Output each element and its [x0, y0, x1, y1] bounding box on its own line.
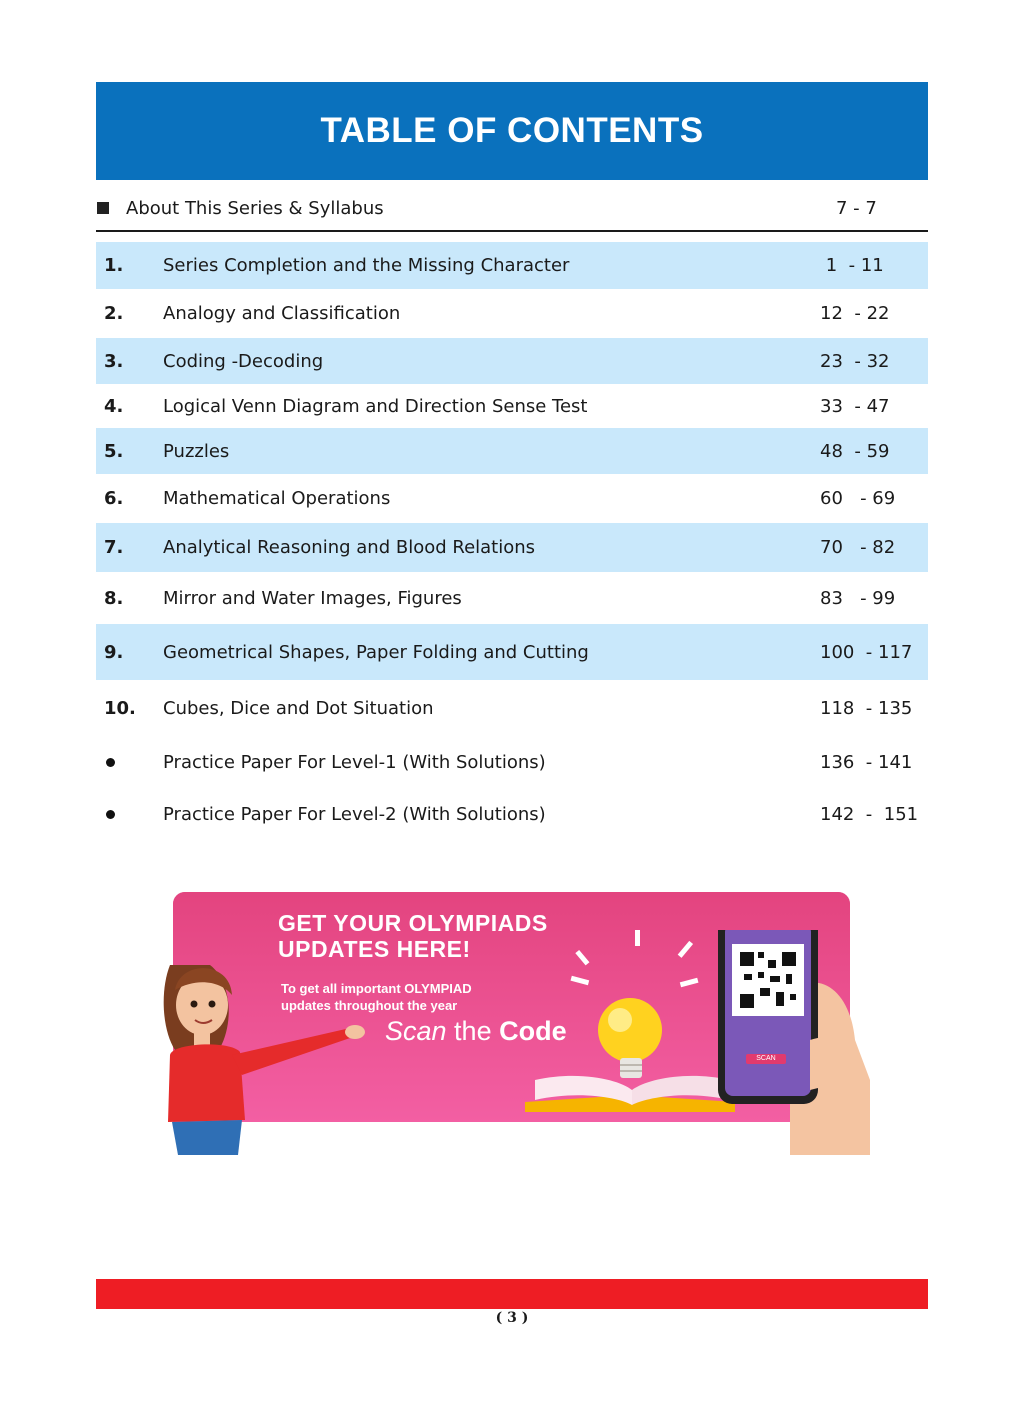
banner-heading: [278, 910, 548, 962]
chapter-title: Cubes, Dice and Dot Situation: [163, 697, 434, 719]
bullet-icon: [106, 810, 115, 819]
scan-word: Scan: [385, 1016, 447, 1046]
toc-row: [96, 428, 928, 474]
banner-subtitle: [281, 980, 472, 1014]
chapter-pages: 60 - 69: [820, 488, 896, 509]
toc-row: [96, 680, 928, 736]
phone-icon: [718, 930, 870, 1155]
chapter-title: Mirror and Water Images, Figures: [163, 587, 462, 609]
chapter-number: 2.: [104, 303, 124, 324]
chapter-number: 5.: [104, 440, 124, 462]
scan-button[interactable]: SCAN: [756, 1055, 776, 1062]
about-title: About This Series & Syllabus: [126, 197, 384, 219]
toc-row: [96, 624, 928, 680]
toc-row: [96, 736, 928, 788]
chapter-title: Puzzles: [163, 440, 230, 462]
open-book-icon: [525, 1076, 735, 1112]
toc-header: [96, 82, 928, 180]
about-pages: 7 - 7: [836, 197, 877, 219]
page-number: ( 3 ): [495, 1310, 529, 1326]
chapter-pages: 12 - 22: [820, 303, 890, 324]
chapter-pages: 100 - 117: [820, 641, 913, 663]
toc-row: [96, 523, 928, 572]
chapter-title: Geometrical Shapes, Paper Folding and Cutting: [163, 641, 589, 663]
the-word: the: [446, 1016, 500, 1046]
chapter-number: 10.: [104, 697, 136, 719]
chapter-pages: 1 - 11: [820, 255, 884, 276]
toc-row: [96, 788, 928, 840]
toc-row: [96, 572, 928, 624]
toc-row: [96, 338, 928, 384]
chapter-pages: 70 - 82: [820, 537, 896, 558]
chapter-number: 4.: [104, 395, 124, 417]
chapter-number: 8.: [104, 587, 124, 609]
practice-pages: 142 - 151: [820, 803, 919, 825]
banner-subtitle-line2: updates throughout the year: [281, 998, 458, 1013]
banner-heading-line2: UPDATES HERE!: [278, 936, 471, 962]
toc-row: [96, 242, 928, 289]
chapter-number: 7.: [104, 537, 124, 558]
chapter-title: Mathematical Operations: [163, 488, 391, 509]
chapter-title: Series Completion and the Missing Character: [163, 255, 570, 276]
practice-title: Practice Paper For Level-1 (With Solutions): [163, 751, 546, 773]
chapter-title: Logical Venn Diagram and Direction Sense Test: [163, 395, 588, 417]
toc-list: [96, 242, 928, 840]
practice-title: Practice Paper For Level-2 (With Solutions): [163, 803, 546, 825]
footer-bar: [96, 1279, 928, 1309]
banner-heading-line1: GET YOUR OLYMPIADS: [278, 910, 548, 936]
code-word: Code: [499, 1016, 567, 1046]
chapter-pages: 33 - 47: [820, 395, 890, 417]
chapter-number: 6.: [104, 488, 124, 509]
chapter-pages: 118 - 135: [820, 697, 913, 719]
banner-subtitle-line1: To get all important OLYMPIAD: [281, 981, 472, 996]
chapter-number: 1.: [104, 255, 124, 276]
toc-row: [96, 384, 928, 428]
toc-row: [96, 474, 928, 523]
chapter-number: 9.: [104, 641, 124, 663]
about-row: [96, 186, 928, 232]
chapter-title: Analytical Reasoning and Blood Relations: [163, 537, 536, 558]
chapter-pages: 23 - 32: [820, 350, 890, 372]
toc-title: TABLE OF CONTENTS: [320, 111, 704, 150]
chapter-pages: 48 - 59: [820, 440, 890, 462]
chapter-pages: 83 - 99: [820, 587, 896, 609]
square-bullet-icon: [97, 202, 109, 214]
toc-row: [96, 289, 928, 338]
chapter-title: Analogy and Classification: [163, 303, 401, 324]
bullet-icon: [106, 758, 115, 767]
scan-the-code-text: [385, 1016, 567, 1047]
chapter-title: Coding -Decoding: [163, 350, 324, 372]
chapter-number: 3.: [104, 350, 124, 372]
lightbulb-icon: [571, 930, 699, 1078]
practice-pages: 136 - 141: [820, 751, 913, 773]
